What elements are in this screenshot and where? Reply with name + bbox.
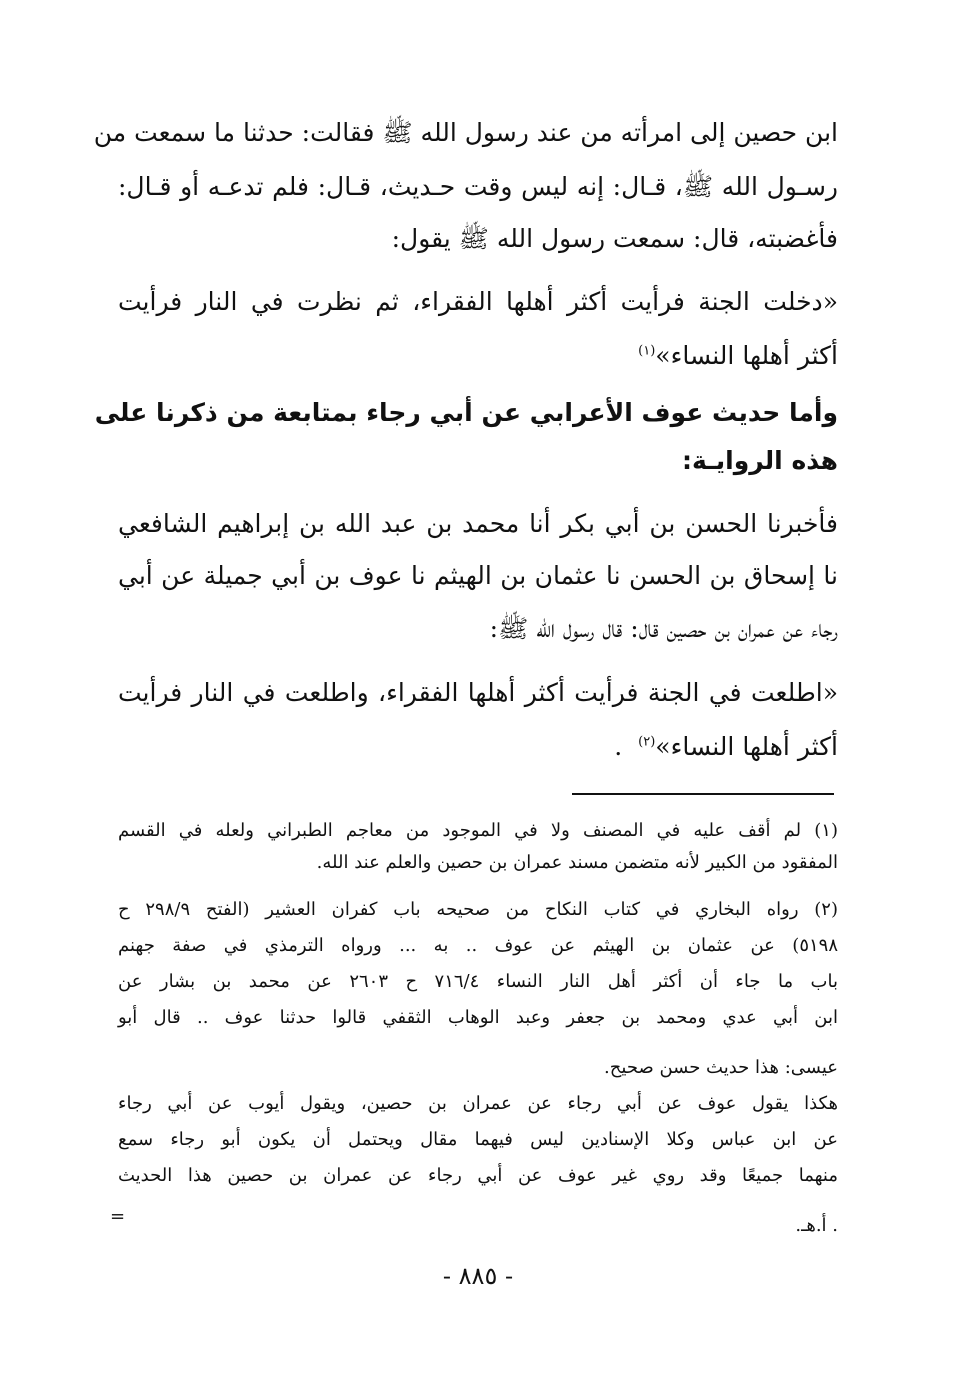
body-line: فأخبرنا الحسن بن أبي بكر أنا محمد بن عبد الله بن إبراهيم الشافعي (118, 509, 838, 538)
body-line: فأغضبته، قال: سمعت رسول الله ﷺ يقول: (391, 224, 838, 253)
footnote-line: المفقود من الكبير لأنه متضمن مسند عمران بن حصين والعلم عند الله. (316, 852, 838, 873)
hadith-text: أكثر أهلها النساء» (655, 732, 838, 761)
footnote-reference: (٢) (638, 734, 656, 750)
body-line: رسـول الله ﷺ، قـال: إنه ليس وقت حـديث، قـال: فلم تدعـه أو قـال: (118, 172, 838, 201)
footnote-line: . أ.هـ. (795, 1215, 838, 1236)
end-mark: . (614, 732, 623, 761)
footnote-line: (١) لم أقف عليه في المصنف ولا في الموجود من معاجم الطبراني ولعله في القسم (118, 820, 838, 841)
footnote-line: هكذا يقول عوف عن أبي رجاء عن عمران بن حصين، ويقول أيوب عن أبي رجاء (118, 1093, 838, 1114)
body-line: رجاء عن عمران بن حصين قال: قال رسول الله ﷺ: (489, 614, 838, 643)
footnote-separator (572, 793, 834, 795)
footnote-line: ابن أبي عدي ومحمد بن جعفر وعبد الوهاب الثقفي قالوا حدثنا عوف .. قال أبو (118, 1007, 838, 1028)
footnote-reference: (١) (638, 343, 656, 359)
footnote-line: منهما جميعًا وقد روي غير عوف عن أبي رجاء عن عمران بن حصين هذا الحديث (118, 1165, 838, 1186)
hadith-text: أكثر أهلها النساء» (655, 341, 838, 370)
body-line: نا إسحاق بن الحسن نا عثمان بن الهيثم نا عوف بن أبي جميلة عن أبي (118, 561, 838, 590)
footnote-line: ٥١٩٨) عن عثمان بن الهيثم عن عوف .. به ... ورواه الترمذي في صفة جهنم (118, 935, 838, 956)
hadith-line (614, 730, 838, 764)
hadith-line: «اطلعت في الجنة فرأيت أكثر أهلها الفقراء، واطلعت في النار فرأيت (118, 678, 838, 707)
hadith-line (638, 339, 838, 373)
footnote-line: عن ابن عباس وكلا الإسنادين ليس فيهما مقال ويحتمل أن يكون أبو رجاء سمع (118, 1129, 838, 1150)
hadith-line: «دخلت الجنة فرأيت أكثر أهلها الفقراء، ثم نظرت في النار فرأيت (118, 287, 838, 316)
continuation-mark: = (110, 1206, 126, 1227)
footnote-line: عيسى: هذا حديث حسن صحيح. (604, 1057, 838, 1078)
section-heading: وأما حديث عوف الأعرابي عن أبي رجاء بمتابعة من ذكرنا على (94, 398, 838, 427)
footnote-line: (٢) رواه البخاري في كتاب النكاح من صحيحه باب كفران العشير (الفتح ٢٩٨/٩ ح (118, 899, 838, 920)
footnote-line: باب ما جاء أن أكثر أهل النار النساء ٧١٦/٤ ح ٢٦٠٣ عن محمد بن بشار عن (118, 971, 838, 992)
page-number: - ٨٨٥ - (442, 1262, 514, 1290)
section-heading: هذه الروايـة: (682, 446, 838, 475)
body-line: ابن حصين إلى امرأته من عند رسول الله ﷺ فقالت: حدثنا ما سمعت من (93, 118, 838, 147)
